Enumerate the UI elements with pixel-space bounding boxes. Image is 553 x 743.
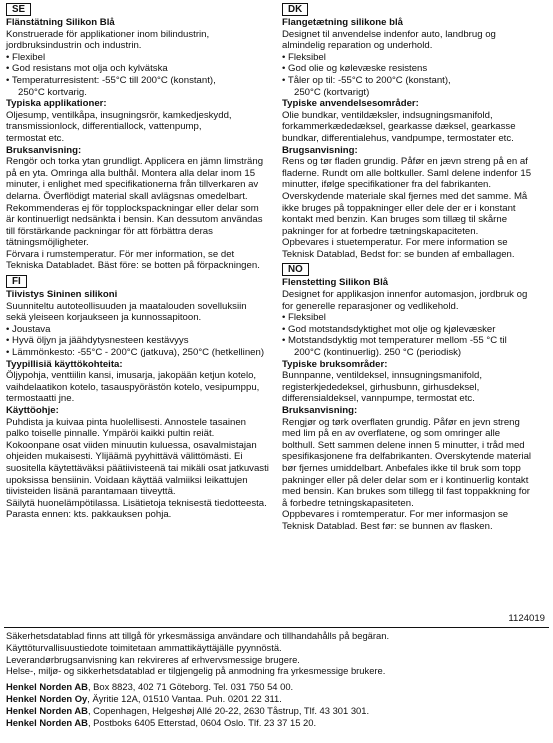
text-line: minuter, i enlighet med specifikationerna från tillverkaren av xyxy=(6,179,259,191)
address-text: , Postboks 6405 Etterstad, 0604 Oslo. Tlf. 23 37 15 20. xyxy=(87,716,317,728)
address-line xyxy=(6,681,551,693)
section-fi xyxy=(6,275,270,521)
text-line: palko toiselle pinnalle. Ympäröi kaikki pultin reiät. xyxy=(6,428,215,440)
divider xyxy=(4,627,549,628)
text-line: Förvara i rumstemperatur. För mer information, se det xyxy=(6,248,235,260)
footer-note: Helse-, miljø- og sikkerhetsdatablad er tilgjengelig på anmodning fra yrkesmessige brukere. xyxy=(6,665,386,677)
text-line: ohjeiden mukaisesti. Ylijäämä pyyhittävä välittömästi. Ei xyxy=(6,451,243,463)
bullet-continuation: 200°C (kontinuerlig). 250 °C (periodisk) xyxy=(294,347,462,359)
section-heading: Bruksanvisning: xyxy=(282,405,358,416)
text-line: tätningsmöjligheter. xyxy=(6,237,89,249)
intro-line: Designet til anvendelse indenfor auto, landbrug og xyxy=(282,28,496,40)
language-tag-dk: DK xyxy=(282,3,308,16)
footer-note: Leverandørbrugsanvisning kan rekvireres af erhvervsmessige brugere. xyxy=(6,653,300,665)
text-line: upoksissa bensiinin. Voidaan käyttää valmiiksi leikattujen xyxy=(6,474,248,486)
language-tag-no: NO xyxy=(282,263,309,276)
text-line: Olie bundkar, ventildæksler, indsugningsmanifold, xyxy=(282,109,493,121)
text-line: Rengjør og tørk overflaten grundig. Påfør en jevn streng xyxy=(282,416,520,428)
text-line: Tekniska Databladet. Bäst före: se botten på förpackningen. xyxy=(6,260,260,272)
section-heading: Typiske anvendelsesområder: xyxy=(282,98,419,110)
section-title: Flänstätning Silikon Blå xyxy=(6,17,115,28)
bullet-item: • Temperaturresistent: -55°C till 200°C (konstant), xyxy=(6,74,216,86)
text-line: är kontinuerligt nedsänkta i bensin. Kan dessutom användas xyxy=(6,214,263,226)
section-heading: Typiske bruksområder: xyxy=(282,358,388,370)
text-line: till förstärkande packningar för att förbättra deras xyxy=(6,225,213,237)
company-name: Henkel Norden AB xyxy=(6,681,88,693)
text-line: pakninger for at forbedre tætningskapaciteten. xyxy=(282,225,479,237)
text-line: med bensin. Kan brukes som tillegg til fast toppakkning for xyxy=(282,486,530,498)
address-line xyxy=(6,705,551,717)
text-line: bundkar, differentialehus, vandpumpe, termostater etc. xyxy=(282,132,514,144)
text-line: på en yta. Omringa alla bulthål. Montera alla delar inom 15 xyxy=(6,167,256,179)
text-line: med lim på en av overflatene, og som omringer alle xyxy=(282,428,501,440)
text-line: tiivisteiden lisänä parantamaan tiiveyttä. xyxy=(6,486,176,498)
text-line: Bunnpanne, ventildeksel, innsugningsmanifold, xyxy=(282,370,483,382)
text-line: spesifikasjonene fra delfabrikanten. Overskytende material xyxy=(282,451,532,463)
footer xyxy=(6,630,551,728)
bullet-item: • Flexibel xyxy=(6,51,46,63)
section-heading: Typiska applikationer: xyxy=(6,98,107,110)
address-text: , Box 8823, 402 71 Göteborg. Tel. 031 750 54 00. xyxy=(87,681,294,693)
text-line: Rengör och torka ytan grundligt. Applicera en jämn limsträng xyxy=(6,156,264,168)
intro-line: Suunniteltu autoteollisuuden ja maatalouden sovelluksiin xyxy=(6,300,247,312)
text-line: transmissionlock, differentiallock, vattenpump, xyxy=(6,121,202,133)
right-column xyxy=(282,0,546,533)
intro-line: sekä yleiseen korjaukseen ja kunnossapitoon. xyxy=(6,312,202,324)
section-se xyxy=(6,3,270,272)
text-line: Säilytä huonelämpötilassa. Lisätietoja teknisestä tiedotteesta. xyxy=(6,497,267,509)
text-line: differensialdeksel, vannpumpe, termostat etc. xyxy=(282,393,475,405)
text-line: suositella käytettäväksi päätiivisteenä tai mikäli osat jatkuvasti xyxy=(6,462,269,474)
intro-line: jordbruksindustrin och industrin. xyxy=(6,40,142,52)
text-line: Puhdista ja kuivaa pinta huolellisesti. Annostele tasainen xyxy=(6,416,247,428)
text-line: Opbevares i stuetemperatur. For mere information se xyxy=(282,237,508,249)
left-column xyxy=(6,0,270,521)
section-heading: Käyttöohje: xyxy=(6,405,59,416)
text-line: å forbedre tetningskapasiteten. xyxy=(282,497,414,509)
language-tag-fi: FI xyxy=(6,275,27,288)
product-code: 1124019 xyxy=(508,613,545,624)
text-line: termostat etc. xyxy=(6,132,65,144)
text-line: Öljypohja, venttiilin kansi, imusarja, jakopään ketjun kotelo, xyxy=(6,370,257,382)
intro-line: almindelig reparation og underhold. xyxy=(282,40,433,52)
address-text: , Äyritie 12A, 01510 Vantaa. Puh. 0201 22 311. xyxy=(87,692,282,704)
bullet-item: • God motstandsdyktighet mot olje og kjølevæsker xyxy=(282,323,496,335)
section-no xyxy=(282,263,546,532)
section-title: Flangetætning silikone blå xyxy=(282,17,403,28)
bullet-continuation: 250°C kortvarig. xyxy=(18,86,87,98)
intro-line: Konstruerade för applikationer inom bilindustrin, xyxy=(6,28,210,40)
bullet-item: • God resistans mot olja och kylvätska xyxy=(6,63,168,75)
address-line xyxy=(6,693,551,705)
bullet-item: • Joustava xyxy=(6,323,51,335)
text-line: minutter, ifølge specifikationer fra del fabrikanten. xyxy=(282,179,492,191)
intro-line: for generelle reparasjoner og vedlikehold. xyxy=(282,300,459,312)
language-tag-se: SE xyxy=(6,3,31,16)
bullet-item: • Fleksibel xyxy=(282,51,326,63)
text-line: vaihdelaatikon kotelo, tasauspyörästön kotelo, vesipumppu, xyxy=(6,381,260,393)
footer-note: Käyttöturvallisuustiedote toimitetaan ammattikäyttäjälle pyynnöstä. xyxy=(6,641,282,653)
text-line: bør fjernes umiddelbart. Anbefales ikke til bruk som topp xyxy=(282,462,521,474)
bullet-continuation: 250°C (kortvarigt) xyxy=(294,86,370,98)
section-heading: Bruksanvisning: xyxy=(6,144,82,156)
company-name: Henkel Norden AB xyxy=(6,716,88,728)
text-line: registerkjededeksel, girhusbunn, girhusdeksel, xyxy=(282,381,480,393)
bullet-item: • Tåler op til: -55°C to 200°C (konstant), xyxy=(282,74,451,86)
section-heading: Brugsanvisning: xyxy=(282,144,358,156)
text-line: termostaatti jne. xyxy=(6,393,75,405)
text-line: pakninger eller på deler delar som er i kontinuerlig kontakt xyxy=(282,474,529,486)
section-title: Flenstetting Silikon Blå xyxy=(282,277,389,289)
text-line: Overskydende materiale skal fjernes med det samme. Må xyxy=(282,190,528,202)
section-title: Tiivistys Sininen silikoni xyxy=(6,289,118,301)
text-line: Oppbevares i romtemperatur. For mer informasjon se xyxy=(282,509,509,521)
text-line: Teknisk Datablad, Bedst for: se bunden af emballagen. xyxy=(282,248,515,260)
address-line xyxy=(6,717,551,729)
address-text: , Copenhagen, Helgeshøj Allé 20-22, 2630 Tåstrup, Tlf. 43 301 301. xyxy=(87,704,370,716)
text-line: kontakt med benzin. Kan bruges som tillæg til skårne xyxy=(282,214,508,226)
text-line: Rekommenderas ej för topplockspackningar eller delar som xyxy=(6,202,259,214)
text-line: Teknisk Datablad. Best før: se bunnen av flasken. xyxy=(282,520,493,532)
text-line: forkammerkædedæksel, gearkasse dæksel, gearkasse xyxy=(282,121,516,133)
company-name: Henkel Norden AB xyxy=(6,704,88,716)
text-line: bolthull. Sett sammen delene innen 5 minutter, i tråd med xyxy=(282,439,525,451)
text-line: fladerne. Rundt om alle boltkuller. Saml delene indenfor 15 xyxy=(282,167,532,179)
section-heading: Tyypillisiä käyttökohteita: xyxy=(6,358,123,370)
text-line: Parasta ennen: kts. pakkauksen pohja. xyxy=(6,509,172,521)
bullet-item: • Lämmönkesto: -55°C - 200°C (jatkuva), 250°C (hetkellinen) xyxy=(6,347,265,359)
intro-line: Designet for applikasjon innenfor automasjon, jordbruk og xyxy=(282,289,528,301)
company-name: Henkel Norden Oy xyxy=(6,692,88,704)
section-dk xyxy=(282,3,546,260)
footer-note: Säkerhetsdatablad finns att tillgå för yrkesmässiga användare och tillhandahålls på begäran. xyxy=(6,630,390,641)
text-line: ikke bruges på toppakninger eller dele der er i konstant xyxy=(282,202,516,214)
text-line: Oljesump, ventilkåpa, insugningsrör, kamkedjeskydd, xyxy=(6,109,232,121)
bullet-item: • Hyvä öljyn ja jäähdytysnesteen kestävyys xyxy=(6,335,189,347)
bullet-item: • Fleksibel xyxy=(282,312,326,324)
bullet-item: • God olie og kølevæske resistens xyxy=(282,63,428,75)
text-line: Rens og tør fladen grundig. Påfør en jævn streng på en af xyxy=(282,156,528,168)
text-line: delarna. Överflödigt material skall avlägsnas omedelbart. xyxy=(6,190,248,202)
bullet-item: • Motstandsdyktig mot temperaturer mellom -55 °C til xyxy=(282,335,507,347)
text-line: Kokoonpane osat viiden minuutin kuluessa, osavalmistajan xyxy=(6,439,257,451)
